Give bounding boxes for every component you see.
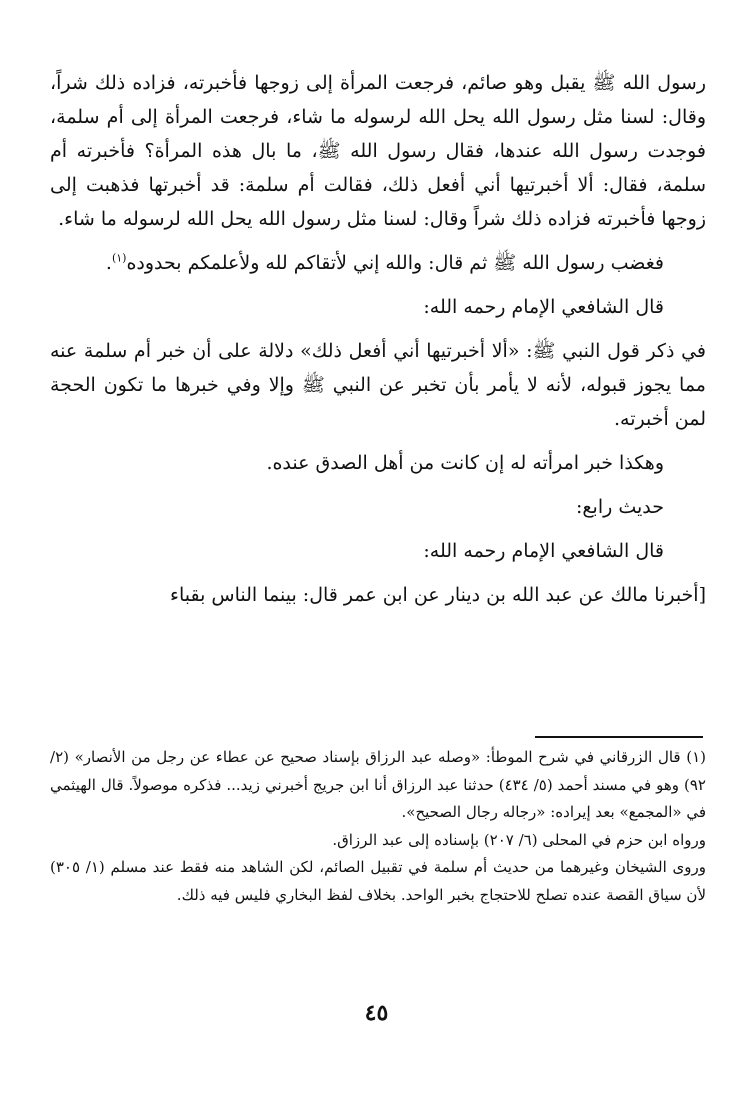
paragraph-shafii-heading: قال الشافعي الإمام رحمه الله: [423,296,664,318]
footnote-1: (١) قال الزرقاني في شرح الموطأ: «وصله عبد الرزاق بإسناد صحيح عن عطاء عن رجل من الأنصار» (٢/ ٩٢) وهو في مسند أحمد (٥/ ٤٣٤) حدثنا عبد الرزاق أنا ابن جريج أخبرني زيد... فذكره موصولاً. قال الهيثمي في «المجمع» بعد إيراده: «رجاله رجال الصحيح». [50,748,706,821]
paragraph-shafii-heading-2: قال الشافعي الإمام رحمه الله: [423,540,664,562]
paragraph-prophet-response-text: فغضب رسول الله ﷺ ثم قال: والله إني لأتقاكم لله ولأعلمكم بحدوده [126,252,664,274]
paragraph-wife-report: وهكذا خبر امرأته له إن كانت من أهل الصدق عنده. [266,452,664,474]
page-number: ٤٥ [364,1000,389,1026]
paragraph-hadith-narration: رسول الله ﷺ يقبل وهو صائم، فرجعت المرأة إلى زوجها فأخبرته، فزاده ذلك شراً، وقال: لسنا مثل رسول الله يحل الله لرسوله ما شاء، فرجعت المرأة إلى أم سلمة، فوجدت رسول الله عندها، فقال رسول الله ﷺ، ما بال هذه المرأة؟ فأخبرته أم سلمة، فقال: ألا أخبرتيها أني أفعل ذلك، فقالت أم سلمة: قد أخبرتها فذهبت إلى زوجها فأخبرته فزاده ذلك شراً وقال: لسنا مثل رسول الله يحل الله لرسوله ما شاء. [50,72,706,230]
footnote-ref-1: (١) [111,251,127,265]
paragraph-prophet-response [50,246,706,280]
paragraph-malik-narration: [أخبرنا مالك عن عبد الله بن دينار عن ابن عمر قال: بينما الناس بقباء [170,584,706,606]
paragraph-commentary: في ذكر قول النبي ﷺ: «ألا أخبرتيها أني أفعل ذلك» دلالة على أن خبر أم سلمة عنه مما يجوز قبوله، لأنه لا يأمر بأن تخبر عن النبي ﷺ وإلا وفي خبرها ما تكون الحجة لمن أخبرته. [50,340,706,430]
paragraph-end-mark: . [105,252,112,274]
footnotes [50,744,706,909]
footnote-divider [535,736,703,738]
paragraph-fourth-hadith-heading: حديث رابع: [576,496,664,518]
footnote-1-additional: وروى الشيخان وغيرهما من حديث أم سلمة في تقبيل الصائم، لكن الشاهد منه فقط عند مسلم (١/ ٣٠٥) لأن سياق القصة عنده تصلح للاحتجاج بخبر الواحد. بخلاف لفظ البخاري فليس فيه ذلك. [50,858,706,904]
main-text [50,66,706,622]
footnote-1-continued: ورواه ابن حزم في المحلى (٦/ ٢٠٧) بإسناده إلى عبد الرزاق. [332,830,706,849]
